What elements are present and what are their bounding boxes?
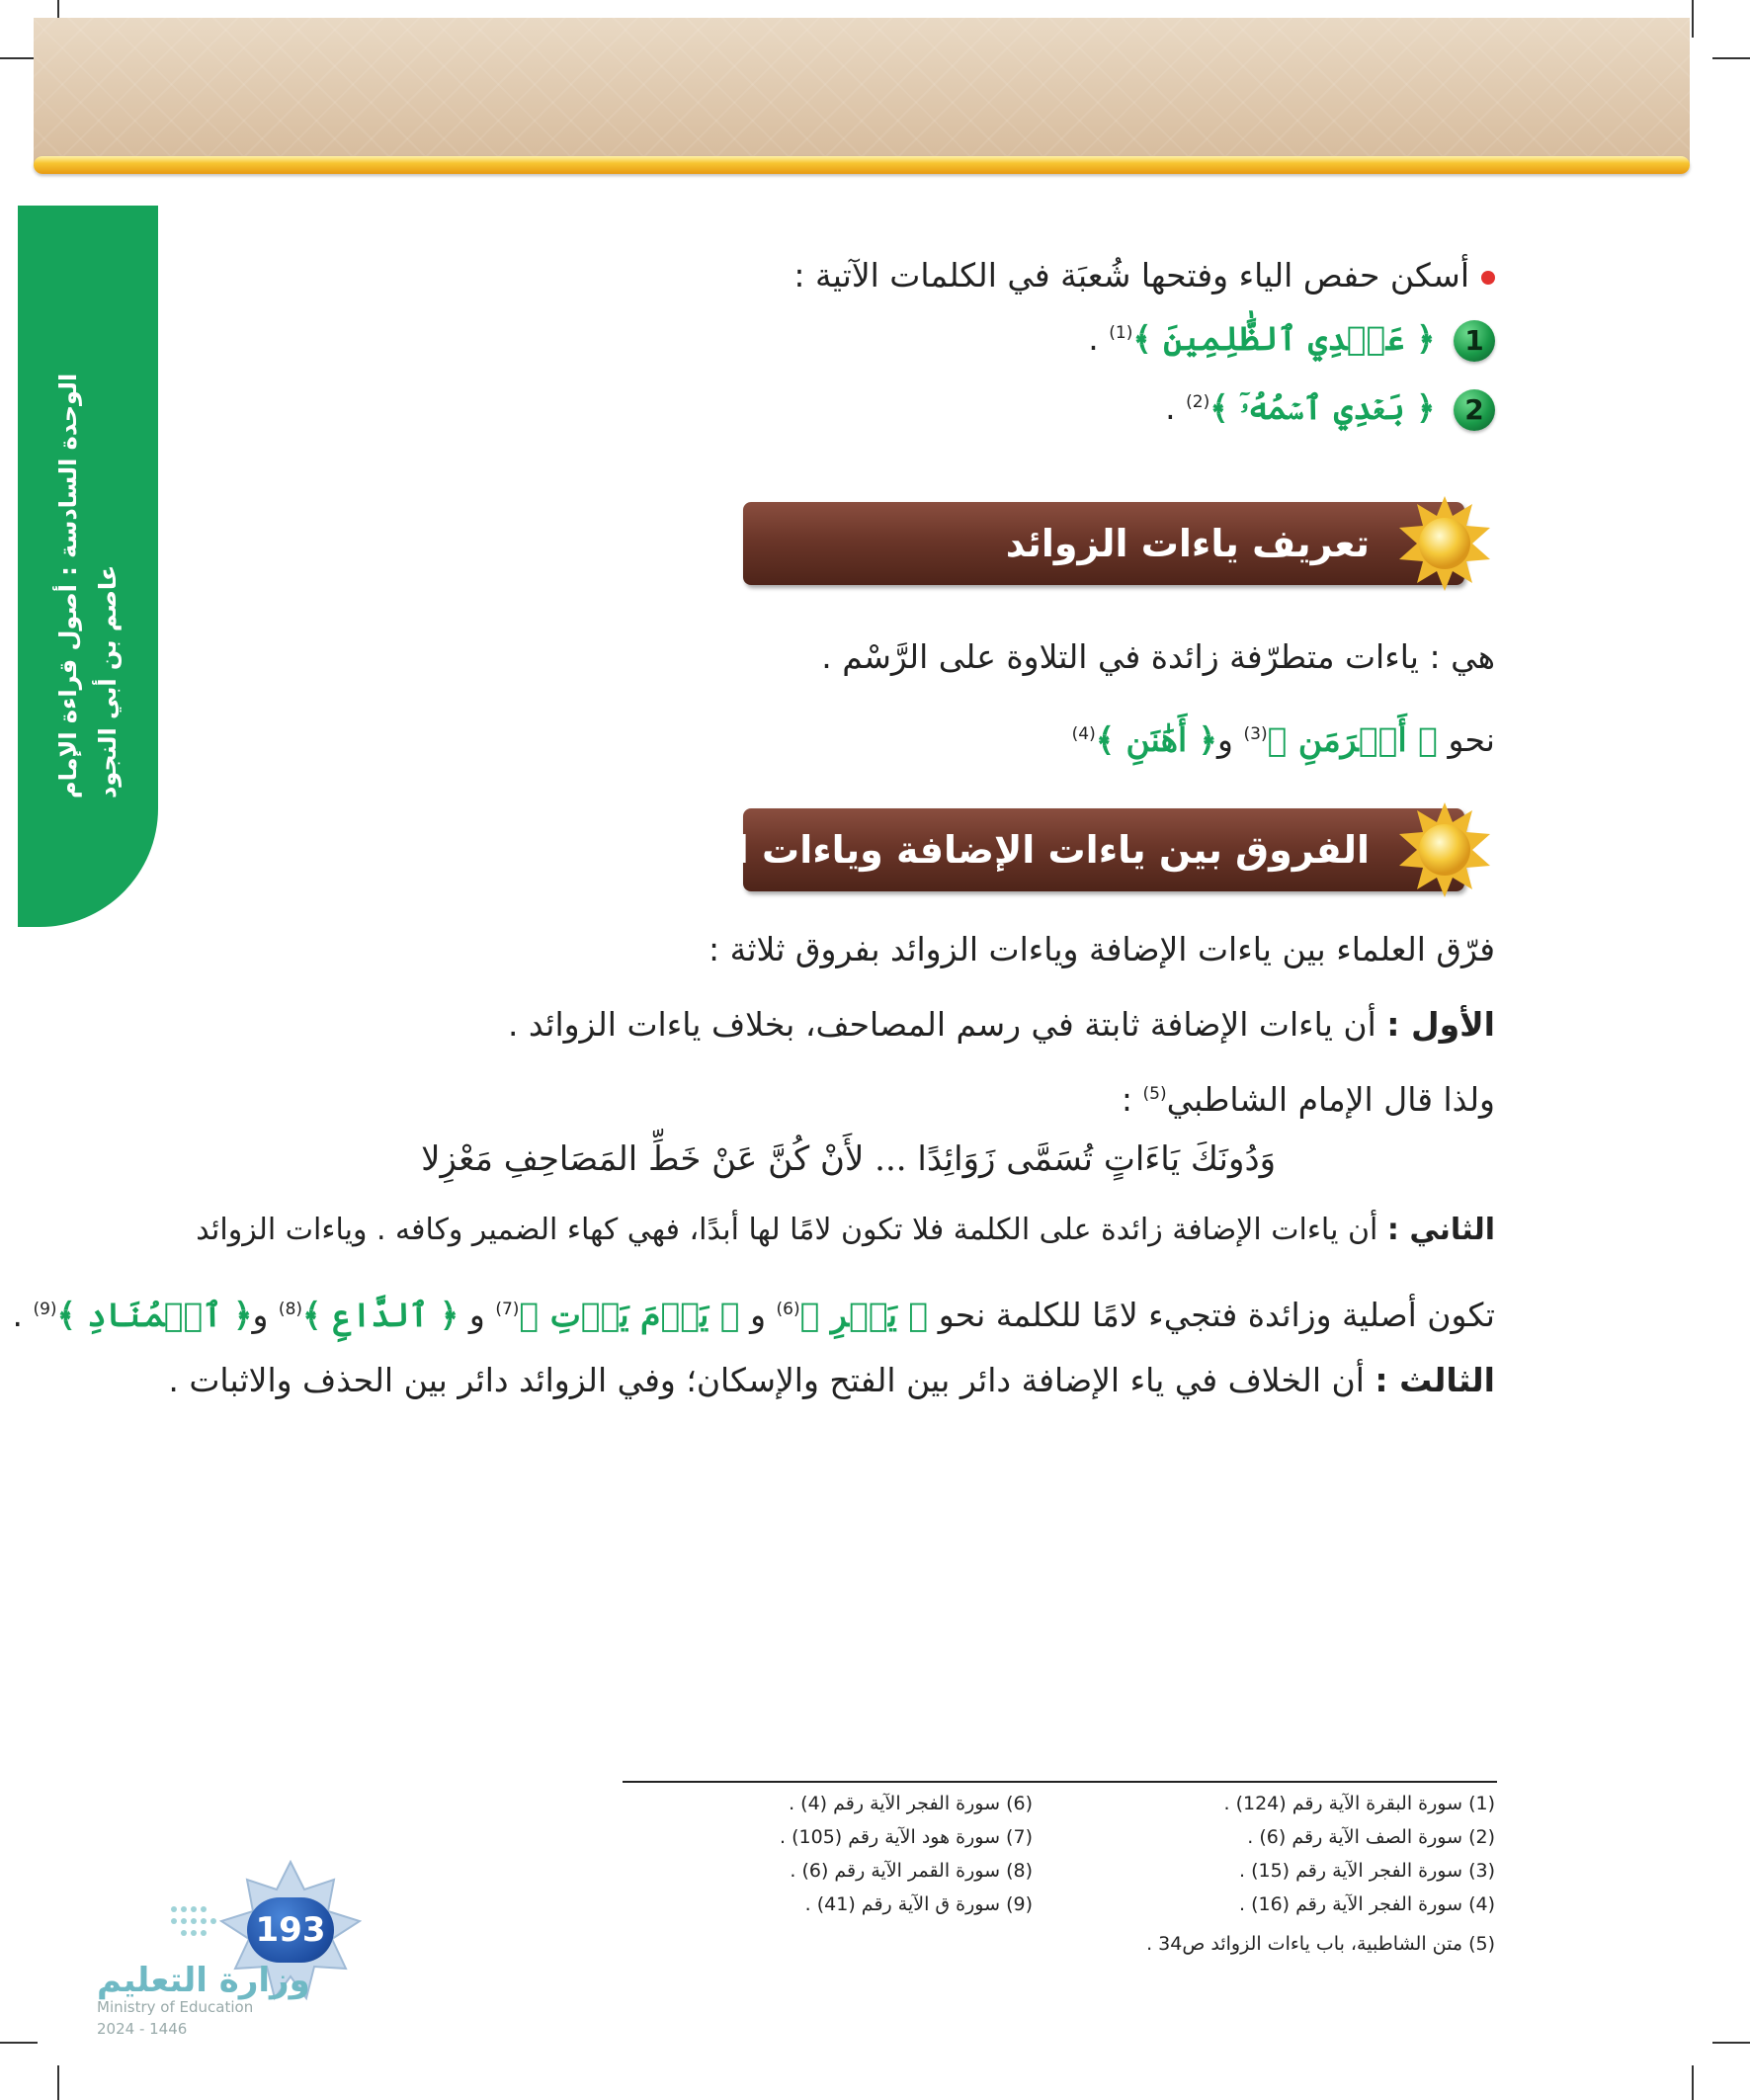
quote-colon: :	[1121, 1080, 1143, 1119]
footnote-ref: (3)	[1243, 724, 1268, 744]
crop-mark	[1712, 57, 1750, 59]
quran-word: ﴿ يَسۡرِ ﴾	[799, 1296, 929, 1334]
difference-first	[508, 1002, 1495, 1048]
ministry-name-en: Ministry of Education	[97, 1998, 254, 2016]
conjunction: و	[468, 1296, 485, 1334]
shatibi-verse: وَدُونَكَ يَاءَاتٍ تُسَمَّى زَوَائِدًا ... لأَنْ كُنَّ عَنْ خَطِّ المَصَاحِفِ مَعْزِلا	[421, 1139, 1276, 1179]
conjunction: و	[750, 1296, 767, 1334]
quran-word: ﴿ بَعۡدِي ٱسۡمُهُۥٓ ﴾	[1209, 388, 1436, 427]
intro-line	[793, 253, 1495, 298]
quote-intro: ولذا قال الإمام الشاطبي	[1166, 1080, 1495, 1119]
difference-text: أن ياءات الإضافة ثابتة في رسم المصاحف، بخلاف ياءات الزوائد .	[507, 1005, 1376, 1044]
quran-word: ﴿ ٱلدَّاعِ ﴾	[302, 1296, 459, 1334]
unit-title: الوحدة السادسة : أصول قراءة الإمام	[54, 373, 82, 798]
sun-icon	[1395, 494, 1494, 593]
difference-label: الثاني :	[1386, 1213, 1495, 1247]
unit-side-tab-text	[30, 206, 146, 798]
bullet-icon	[1481, 271, 1495, 285]
footnote: (5) متن الشاطبية، باب ياءات الزوائد ص34 .	[1146, 1933, 1495, 1955]
header-gold-stripe	[34, 156, 1690, 174]
difference-text: تكون أصلية وزائدة فتجيء لامًا للكلمة نحو	[938, 1296, 1495, 1334]
crop-mark	[1692, 2065, 1694, 2100]
footnote-ref: (7)	[495, 1300, 520, 1319]
footnote: (2) سورة الصف الآية رقم (6) .	[1247, 1826, 1495, 1848]
crop-mark	[1712, 2042, 1750, 2044]
footnote: (6) سورة الفجر الآية رقم (4) .	[789, 1793, 1033, 1814]
quran-word: ﴿ عَهۡدِي ٱلظَّٰلِمِينَ ﴾	[1132, 319, 1436, 358]
ministry-logo-icon	[168, 1901, 247, 1941]
difference-text: أن الخلاف في ياء الإضافة دائر بين الفتح والإسكان؛ وفي الزوائد دائر بين الحذف والاثبات .	[168, 1361, 1365, 1399]
footnote: (3) سورة الفجر الآية رقم (15) .	[1238, 1860, 1495, 1882]
footnote-ref: (4)	[1071, 724, 1096, 744]
end-dot: .	[12, 1296, 23, 1334]
difference-second	[196, 1208, 1495, 1253]
footnote: (7) سورة هود الآية رقم (105) .	[780, 1826, 1033, 1848]
footnote-divider	[623, 1781, 1497, 1783]
section-title: الفروق بين ياءات الإضافة وياءات الزوائد	[625, 828, 1370, 872]
footnote: (8) سورة القمر الآية رقم (6) .	[790, 1860, 1033, 1882]
number-badge-2: 2	[1454, 389, 1495, 431]
crop-mark	[57, 2065, 59, 2100]
footnote-ref: (5)	[1142, 1084, 1167, 1104]
page-header-band	[34, 18, 1690, 166]
differences-intro: فرّق العلماء بين ياءات الإضافة وياءات الزوائد بفروق ثلاثة :	[708, 930, 1495, 968]
difference-third	[168, 1358, 1495, 1403]
crop-mark	[1692, 0, 1694, 38]
number-badge-1: 1	[1454, 320, 1495, 362]
page-number: 193	[247, 1897, 334, 1963]
conjunction: و	[1217, 720, 1233, 759]
footnote: (4) سورة الفجر الآية رقم (16) .	[1238, 1893, 1495, 1915]
intro-item-2: 2 ﴿ بَعۡدِي ٱسۡمُهُۥٓ ﴾$^{(2)}$ .	[1165, 379, 1495, 431]
intro-text: أسكن حفص الياء وفتحها شُعبَة في الكلمات الآتية :	[793, 256, 1469, 294]
ministry-name: وزارة التعليم	[97, 1961, 310, 2000]
footnote-ref: (9)	[33, 1300, 57, 1319]
footnote-ref: (1)	[1109, 323, 1133, 343]
footnote-ref: (8)	[278, 1300, 303, 1319]
section-title: تعريف ياءات الزوائد	[1005, 522, 1370, 565]
quran-word: ﴿ أَهَٰنَنِ ﴾	[1095, 720, 1218, 759]
footnote-ref: (2)	[1186, 392, 1210, 412]
footnote: (9) سورة ق الآية رقم (41) .	[804, 1893, 1033, 1915]
sun-icon	[1395, 800, 1494, 899]
conjunction: و	[252, 1296, 269, 1334]
difference-label: الثالث :	[1375, 1361, 1495, 1399]
intro-item-1: 1 ﴿ عَهۡدِي ٱلظَّٰلِمِينَ ﴾$^{(1)}$ .	[1088, 310, 1495, 362]
ministry-year: 2024 - 1446	[97, 2020, 188, 2038]
footnote: (1) سورة البقرة الآية رقم (124) .	[1223, 1793, 1495, 1814]
definition-text: هي : ياءات متطرّفة زائدة في التلاوة على الرَّسْم .	[821, 637, 1495, 676]
difference-text: أن ياءات الإضافة زائدة على الكلمة فلا تكون لامًا لها أبدًا، فهي كهاء الضمير وكافه . وياءات الزوائد	[196, 1213, 1378, 1247]
quran-word: ﴿ ٱلۡمُنَادِ ﴾	[56, 1296, 253, 1334]
section-banner-definition	[743, 502, 1464, 585]
section-banner-differences	[625, 808, 1464, 891]
unit-imam: عاصم بن أبي النجود	[94, 564, 122, 798]
crop-mark	[0, 2042, 38, 2044]
crop-mark	[0, 57, 38, 59]
example-prefix: نحو	[1448, 720, 1495, 759]
footnote-ref: (6)	[776, 1300, 800, 1319]
quran-word: ﴿ أَكۡرَمَنِ ﴾	[1267, 720, 1438, 759]
difference-second-continued	[12, 1287, 1495, 1338]
quran-word: ﴿ يَوۡمَ يَأۡتِ ﴾	[519, 1296, 740, 1334]
definition-example	[1072, 712, 1495, 763]
difference-label: الأول :	[1386, 1005, 1495, 1044]
quote-intro-line	[1122, 1071, 1495, 1123]
